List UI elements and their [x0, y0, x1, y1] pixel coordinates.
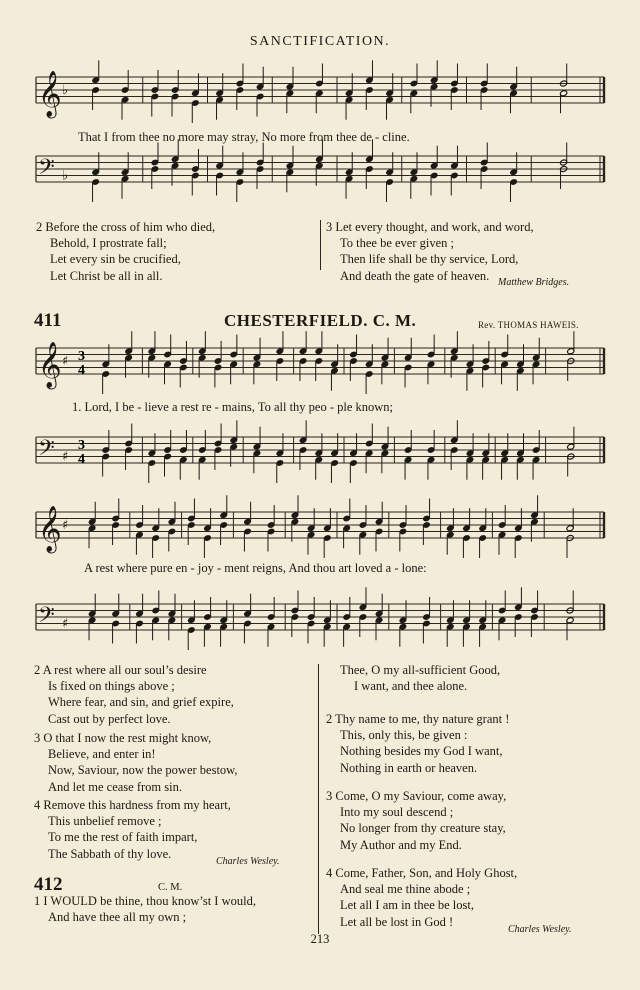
svg-text:3: 3 [78, 349, 85, 364]
svg-text:𝄢: 𝄢 [38, 155, 55, 185]
hymn-411-verse-3: 3 O that I now the rest might know, Believe, and enter in! Now, Saviour, now the power bestow, And let me cease from sin. [34, 731, 238, 794]
hymn-411-left-attribution: Charles Wesley. [216, 856, 280, 867]
svg-text:♯: ♯ [62, 616, 69, 632]
hymn-411-title: CHESTERFIELD. C. M. [224, 311, 417, 330]
page-number: 213 [310, 932, 330, 946]
svg-text:♯: ♯ [62, 354, 69, 369]
hymn-411-verse-2: 2 A rest where all our soul’s desire Is fixed on things above ; Where fear, and sin, and grief expire, Cast out by perfect love. [34, 663, 234, 726]
hymn-412-continuation: Thee, O my all-sufficient Good, I want, and thee alone. [340, 663, 501, 694]
hymn-412-verse-4: 4 Come, Father, Son, and Holy Ghost, And seal me thine abode ; Let all I am in thee be lost, Let all be lost in God ! [326, 866, 518, 929]
hymn-412-verse-1: 1 I WOULD be thine, thou know’st I would, And have thee all my own ; [34, 894, 256, 925]
hymn-412-right-attribution: Charles Wesley. [508, 924, 572, 935]
top-verse-2: 2 Before the cross of him who died, Behold, I prostrate fall; Let every sin be crucified, Let Christ be all in all. [36, 220, 216, 283]
svg-text:♯: ♯ [62, 449, 69, 465]
middle-column-divider [318, 664, 319, 934]
hymn-411-verse-4: 4 Remove this hardness from my heart, This unbelief remove ; To me the rest of faith impart, The Sabbath of thy love. [34, 798, 231, 861]
top-verse-3: 3 Let every thought, and work, and word, To thee be ever given ; Then life shall be thy service, Lord, And death the gate of heaven. [326, 220, 534, 283]
svg-text:4: 4 [78, 363, 85, 378]
svg-text:♭: ♭ [62, 83, 69, 98]
svg-text:𝄞: 𝄞 [38, 71, 62, 117]
svg-text:𝄢: 𝄢 [38, 603, 55, 633]
svg-text:𝄢: 𝄢 [38, 436, 55, 466]
page-header: SANCTIFICATION. [249, 34, 391, 49]
svg-text:3: 3 [78, 438, 85, 453]
hymn-411-number: 411 [34, 310, 62, 331]
hymn-412-meter: C. M. [158, 882, 183, 893]
top-attribution: Matthew Bridges. [498, 277, 570, 288]
hymn-411-composer: Rev. THOMAS HAWEIS. [478, 320, 579, 330]
top-lyric-line: That I from thee no more may stray, No more from thee de - cline. [78, 130, 410, 144]
hymn-412-number: 412 [34, 874, 63, 895]
hymn-412-verse-2: 2 Thy name to me, thy nature grant ! This, only this, be given : Nothing besides my God I want, Nothing in earth or heaven. [326, 712, 510, 775]
hymn-412-verse-3: 3 Come, O my Saviour, come away, Into my soul descend ; No longer from thy creature stay, My Author and my End. [326, 789, 507, 852]
svg-text:𝄞: 𝄞 [38, 342, 62, 388]
svg-text:4: 4 [78, 452, 85, 467]
svg-text:♯: ♯ [62, 518, 69, 533]
hymn-411-lyric-line-1: 1. Lord, I be - lieve a rest re - mains, To all thy peo - ple known; [72, 400, 394, 414]
svg-text:𝄞: 𝄞 [38, 506, 62, 552]
hymn-411-lyric-line-2: A rest where pure en - joy - ment reigns, And thou art loved a - lone: [84, 561, 427, 575]
svg-text:♭: ♭ [62, 168, 69, 184]
